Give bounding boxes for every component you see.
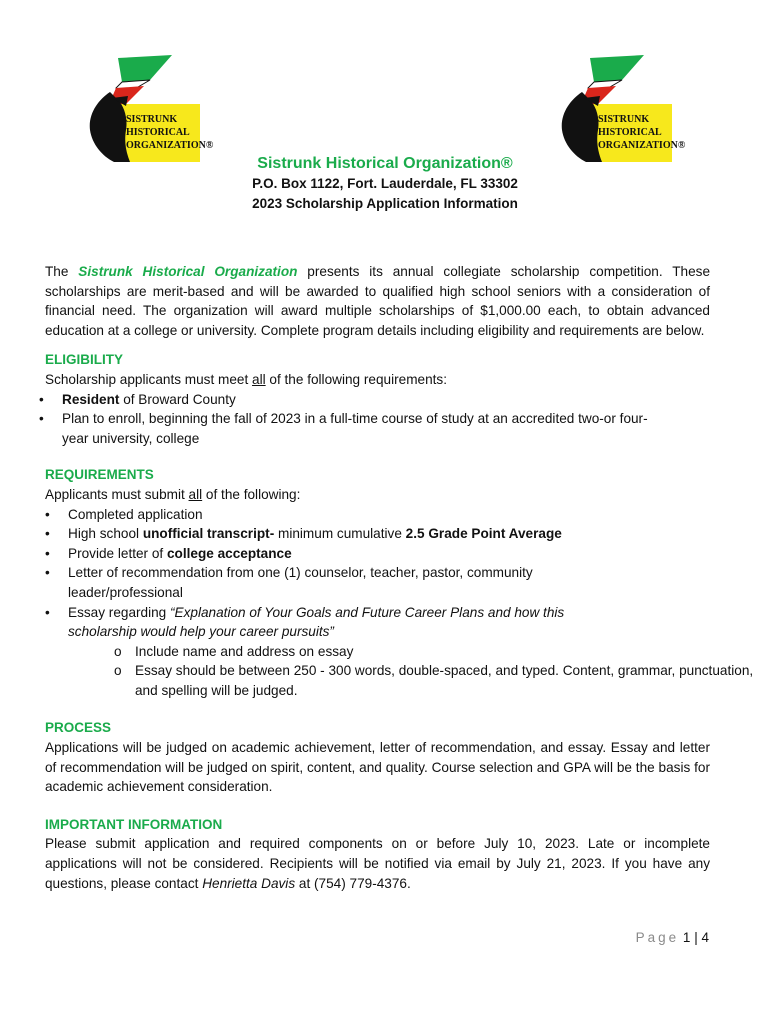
req-item2-text: High school xyxy=(68,526,143,542)
logo-text-1: SISTRUNK xyxy=(126,114,178,125)
req-item5-italic: “Explanation of Your Goals and Future Career Plans and how this scholarship would help your career pursuits” xyxy=(68,604,565,640)
important-paragraph xyxy=(45,834,710,893)
requirements-lead xyxy=(45,485,710,505)
req-item2-bold: unofficial transcript- xyxy=(142,526,275,542)
eligibility-heading: ELIGIBILITY xyxy=(45,352,124,368)
eligibility-item1-bold: Resident xyxy=(62,391,120,407)
list-item: • Completed application xyxy=(45,505,710,525)
requirements-heading: REQUIREMENTS xyxy=(45,467,154,483)
req-item3-bold: college acceptance xyxy=(166,545,292,561)
list-item: • Letter of recommendation from one (1) counselor, teacher, pastor, community leader/professional xyxy=(45,563,578,602)
logo-text-3: ORGANIZATION® xyxy=(598,140,686,151)
document-header xyxy=(0,154,770,214)
list-item: o Essay should be between 250 - 300 words, double-spaced, and typed. Content, grammar, punctuation, and spelling will be judged. xyxy=(45,661,755,700)
page-footer xyxy=(636,930,709,945)
eligibility-lead xyxy=(45,370,710,390)
logo-right xyxy=(552,52,686,164)
important-heading: IMPORTANT INFORMATION xyxy=(45,816,223,832)
logo-text-1: SISTRUNK xyxy=(598,114,650,125)
req-item5-text: Essay regarding xyxy=(68,604,171,620)
list-item: • Plan to enroll, beginning the fall of 2023 in a full-time course of study at an accredited two-or four-year university, college xyxy=(39,409,662,448)
eligibility-item1-text: of Broward County xyxy=(119,391,236,407)
logo-left xyxy=(80,52,214,164)
logo-text-2: HISTORICAL xyxy=(598,127,662,138)
requirements-lead-underline: all xyxy=(188,486,203,502)
logo-text-3: ORGANIZATION® xyxy=(126,140,214,151)
contact-name: Henrietta Davis xyxy=(202,875,296,891)
list-item xyxy=(45,603,603,642)
process-heading: PROCESS xyxy=(45,720,112,736)
req-item2-bold2: 2.5 Grade Point Average xyxy=(405,526,562,542)
eligibility-list xyxy=(39,390,710,449)
page-separator: | xyxy=(694,930,698,945)
logo-graphic xyxy=(80,52,214,164)
org-title: Sistrunk Historical Organization® xyxy=(257,155,513,172)
eligibility-lead-text-after: of the following requirements: xyxy=(265,371,447,387)
important-text: Please submit application and required components on or before July 10, 2023. Late or incomplete applications will not be considered. Recipients will be notified via email by July 21, 2023. If you have any questions, please contact xyxy=(45,836,710,891)
intro-body: presents its annual collegiate scholarship competition. These scholarships are merit-based and will be awarded to qualified high school seniors with a consideration of financial need. The organization will award multiple scholarships of $1,000.00 each, to obtain advanced education at a college or university. Complete program details including eligibility and requirements are below. xyxy=(45,264,711,338)
list-item: o Include name and address on essay xyxy=(45,642,710,662)
req-item2-text2: minimum cumulative xyxy=(274,526,406,542)
page-number: 1 xyxy=(682,930,691,945)
req-item3-text: Provide letter of xyxy=(68,545,167,561)
requirements-lead-text: Applicants must submit xyxy=(45,486,189,502)
requirements-list xyxy=(45,505,710,642)
list-item xyxy=(45,524,710,544)
process-paragraph: Applications will be judged on academic achievement, letter of recommendation, and essay. Essay and letter of recommendation will be judged on spirit, content, and quality. Course selection and GPA will be the basis for academic achievement consideration. xyxy=(45,740,710,795)
page-total: 4 xyxy=(701,930,709,945)
page-label: Page xyxy=(635,930,680,945)
logo-text-2: HISTORICAL xyxy=(126,127,190,138)
requirements-lead-text-after: of the following: xyxy=(202,486,301,502)
list-item xyxy=(39,390,710,410)
org-address: P.O. Box 1122, Fort. Lauderdale, FL 33302 xyxy=(252,176,518,191)
document-body xyxy=(45,262,754,893)
eligibility-lead-underline: all xyxy=(252,371,266,387)
eligibility-lead-text: Scholarship applicants must meet xyxy=(45,371,253,387)
document-subtitle: 2023 Scholarship Application Information xyxy=(252,196,518,211)
intro-paragraph xyxy=(45,262,710,340)
intro-the: The xyxy=(45,264,79,279)
essay-sublist xyxy=(45,642,754,701)
logo-graphic xyxy=(552,52,686,164)
important-text-after: at (754) 779-4376. xyxy=(295,875,411,891)
list-item xyxy=(45,544,710,564)
intro-org-name: Sistrunk Historical Organization xyxy=(78,264,298,279)
